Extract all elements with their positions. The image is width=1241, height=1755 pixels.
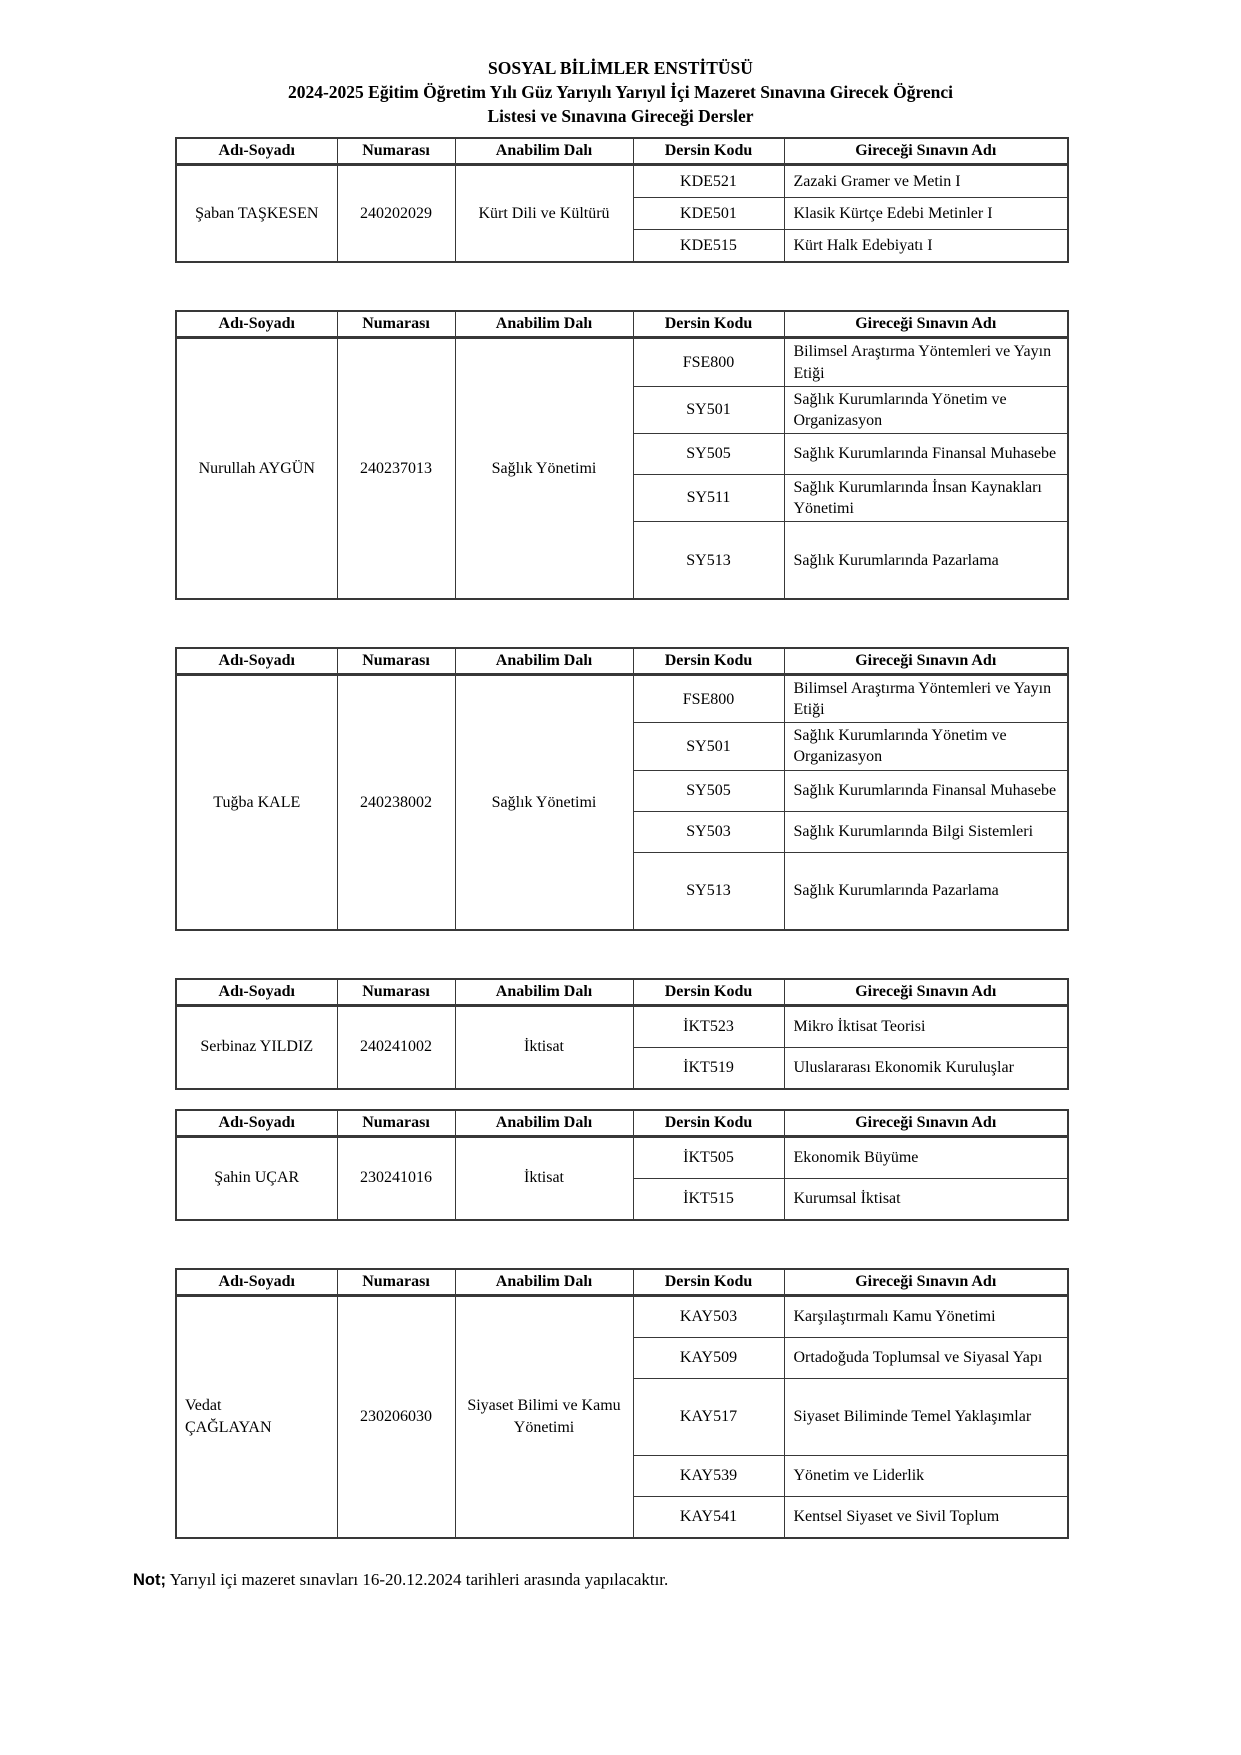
course-row xyxy=(176,1136,1068,1178)
course-code-cell: İKT519 xyxy=(633,1047,784,1089)
student-name-cell: Şaban TAŞKESEN xyxy=(176,165,337,263)
course-code-cell: KAY541 xyxy=(633,1496,784,1538)
column-header: Numarası xyxy=(337,648,455,675)
column-header: Numarası xyxy=(337,138,455,165)
course-code-cell: İKT523 xyxy=(633,1005,784,1047)
department-cell: Siyaset Bilimi ve Kamu Yönetimi xyxy=(455,1295,633,1538)
student-exam-table xyxy=(175,978,1069,1090)
course-code-cell: KAY517 xyxy=(633,1378,784,1455)
column-header: Dersin Kodu xyxy=(633,138,784,165)
footer-note xyxy=(133,1570,1241,1590)
course-row xyxy=(176,1295,1068,1337)
department-cell: İktisat xyxy=(455,1136,633,1220)
document-title-block xyxy=(0,56,1241,128)
student-number-cell: 240202029 xyxy=(337,165,455,263)
course-code-cell: İKT515 xyxy=(633,1178,784,1220)
course-code-cell: KDE501 xyxy=(633,198,784,230)
course-row xyxy=(176,1005,1068,1047)
column-header: Gireceği Sınavın Adı xyxy=(784,1269,1068,1296)
table-header-row xyxy=(176,1110,1068,1137)
student-exam-table xyxy=(175,310,1069,600)
course-code-cell: KAY509 xyxy=(633,1337,784,1378)
exam-name-cell: Sağlık Kurumlarında Bilgi Sistemleri xyxy=(784,811,1068,852)
exam-name-cell: Sağlık Kurumlarında Yönetim ve Organizasyon xyxy=(784,723,1068,770)
student-name-cell: Şahin UÇAR xyxy=(176,1136,337,1220)
exam-name-cell: Ekonomik Büyüme xyxy=(784,1136,1068,1178)
column-header: Anabilim Dalı xyxy=(455,648,633,675)
department-cell: Kürt Dili ve Kültürü xyxy=(455,165,633,263)
student-number-cell: 240237013 xyxy=(337,338,455,599)
course-code-cell: SY513 xyxy=(633,852,784,930)
column-header: Adı-Soyadı xyxy=(176,138,337,165)
exam-name-cell: Sağlık Kurumlarında Finansal Muhasebe xyxy=(784,433,1068,474)
table-header-row xyxy=(176,979,1068,1006)
table-header-row xyxy=(176,311,1068,338)
student-number-cell: 230241016 xyxy=(337,1136,455,1220)
exam-name-cell: Mikro İktisat Teorisi xyxy=(784,1005,1068,1047)
column-header: Numarası xyxy=(337,311,455,338)
column-header: Adı-Soyadı xyxy=(176,311,337,338)
exam-name-cell: Yönetim ve Liderlik xyxy=(784,1455,1068,1496)
column-header: Adı-Soyadı xyxy=(176,648,337,675)
student-name-cell: Vedat ÇAĞLAYAN xyxy=(176,1295,337,1538)
course-code-cell: SY503 xyxy=(633,811,784,852)
department-cell: Sağlık Yönetimi xyxy=(455,675,633,930)
course-code-cell: KAY539 xyxy=(633,1455,784,1496)
student-name-cell: Tuğba KALE xyxy=(176,675,337,930)
exam-name-cell: Sağlık Kurumlarında Pazarlama xyxy=(784,522,1068,600)
course-code-cell: FSE800 xyxy=(633,338,784,386)
exam-name-cell: Karşılaştırmalı Kamu Yönetimi xyxy=(784,1295,1068,1337)
column-header: Dersin Kodu xyxy=(633,648,784,675)
student-number-cell: 230206030 xyxy=(337,1295,455,1538)
column-header: Anabilim Dalı xyxy=(455,138,633,165)
tables-container xyxy=(175,137,1067,1538)
course-code-cell: İKT505 xyxy=(633,1136,784,1178)
column-header: Gireceği Sınavın Adı xyxy=(784,138,1068,165)
course-code-cell: KDE515 xyxy=(633,230,784,263)
student-exam-table xyxy=(175,137,1069,263)
table-header-row xyxy=(176,138,1068,165)
course-code-cell: SY513 xyxy=(633,522,784,600)
exam-name-cell: Uluslararası Ekonomik Kuruluşlar xyxy=(784,1047,1068,1089)
exam-name-cell: Klasik Kürtçe Edebi Metinler I xyxy=(784,198,1068,230)
exam-name-cell: Bilimsel Araştırma Yöntemleri ve Yayın Etiği xyxy=(784,338,1068,386)
exam-name-cell: Sağlık Kurumlarında Yönetim ve Organizasyon xyxy=(784,386,1068,433)
student-number-cell: 240238002 xyxy=(337,675,455,930)
document-subtitle-line1: 2024-2025 Eğitim Öğretim Yılı Güz Yarıyılı Yarıyıl İçi Mazeret Sınavına Girecek Öğrenci xyxy=(287,82,954,103)
note-text-body: Yarıyıl içi mazeret sınavları 16-20.12.2024 tarihleri arasında yapılacaktır. xyxy=(169,1569,669,1589)
column-header: Numarası xyxy=(337,979,455,1006)
course-code-cell: SY505 xyxy=(633,433,784,474)
column-header: Dersin Kodu xyxy=(633,311,784,338)
column-header: Gireceği Sınavın Adı xyxy=(784,648,1068,675)
institute-title: SOSYAL BİLİMLER ENSTİTÜSÜ xyxy=(488,58,753,78)
table-header-row xyxy=(176,1269,1068,1296)
course-row xyxy=(176,165,1068,198)
course-code-cell: FSE800 xyxy=(633,675,784,723)
column-header: Adı-Soyadı xyxy=(176,1110,337,1137)
column-header: Dersin Kodu xyxy=(633,1110,784,1137)
document-subtitle-line2: Listesi ve Sınavına Gireceği Dersler xyxy=(487,106,754,127)
exam-name-cell: Kentsel Siyaset ve Sivil Toplum xyxy=(784,1496,1068,1538)
column-header: Gireceği Sınavın Adı xyxy=(784,311,1068,338)
column-header: Anabilim Dalı xyxy=(455,1110,633,1137)
note-label: Not; xyxy=(133,1570,166,1589)
student-exam-table xyxy=(175,1268,1069,1539)
column-header: Adı-Soyadı xyxy=(176,1269,337,1296)
column-header: Anabilim Dalı xyxy=(455,1269,633,1296)
exam-name-cell: Zazaki Gramer ve Metin I xyxy=(784,165,1068,198)
course-row xyxy=(176,338,1068,386)
department-cell: İktisat xyxy=(455,1005,633,1089)
exam-name-cell: Sağlık Kurumlarında Pazarlama xyxy=(784,852,1068,930)
exam-name-cell: Ortadoğuda Toplumsal ve Siyasal Yapı xyxy=(784,1337,1068,1378)
course-code-cell: SY511 xyxy=(633,474,784,521)
student-name-cell: Nurullah AYGÜN xyxy=(176,338,337,599)
column-header: Gireceği Sınavın Adı xyxy=(784,1110,1068,1137)
course-code-cell: SY505 xyxy=(633,770,784,811)
exam-name-cell: Sağlık Kurumlarında İnsan Kaynakları Yönetimi xyxy=(784,474,1068,521)
exam-name-cell: Bilimsel Araştırma Yöntemleri ve Yayın Etiği xyxy=(784,675,1068,723)
student-number-cell: 240241002 xyxy=(337,1005,455,1089)
student-exam-table xyxy=(175,647,1069,930)
table-header-row xyxy=(176,648,1068,675)
exam-name-cell: Kürt Halk Edebiyatı I xyxy=(784,230,1068,263)
column-header: Anabilim Dalı xyxy=(455,979,633,1006)
column-header: Gireceği Sınavın Adı xyxy=(784,979,1068,1006)
course-row xyxy=(176,675,1068,723)
student-name-cell: Serbinaz YILDIZ xyxy=(176,1005,337,1089)
course-code-cell: SY501 xyxy=(633,723,784,770)
column-header: Dersin Kodu xyxy=(633,979,784,1006)
column-header: Numarası xyxy=(337,1110,455,1137)
column-header: Numarası xyxy=(337,1269,455,1296)
exam-name-cell: Kurumsal İktisat xyxy=(784,1178,1068,1220)
column-header: Anabilim Dalı xyxy=(455,311,633,338)
exam-name-cell: Siyaset Biliminde Temel Yaklaşımlar xyxy=(784,1378,1068,1455)
column-header: Dersin Kodu xyxy=(633,1269,784,1296)
department-cell: Sağlık Yönetimi xyxy=(455,338,633,599)
exam-name-cell: Sağlık Kurumlarında Finansal Muhasebe xyxy=(784,770,1068,811)
course-code-cell: SY501 xyxy=(633,386,784,433)
column-header: Adı-Soyadı xyxy=(176,979,337,1006)
student-exam-table xyxy=(175,1109,1069,1221)
course-code-cell: KDE521 xyxy=(633,165,784,198)
course-code-cell: KAY503 xyxy=(633,1295,784,1337)
